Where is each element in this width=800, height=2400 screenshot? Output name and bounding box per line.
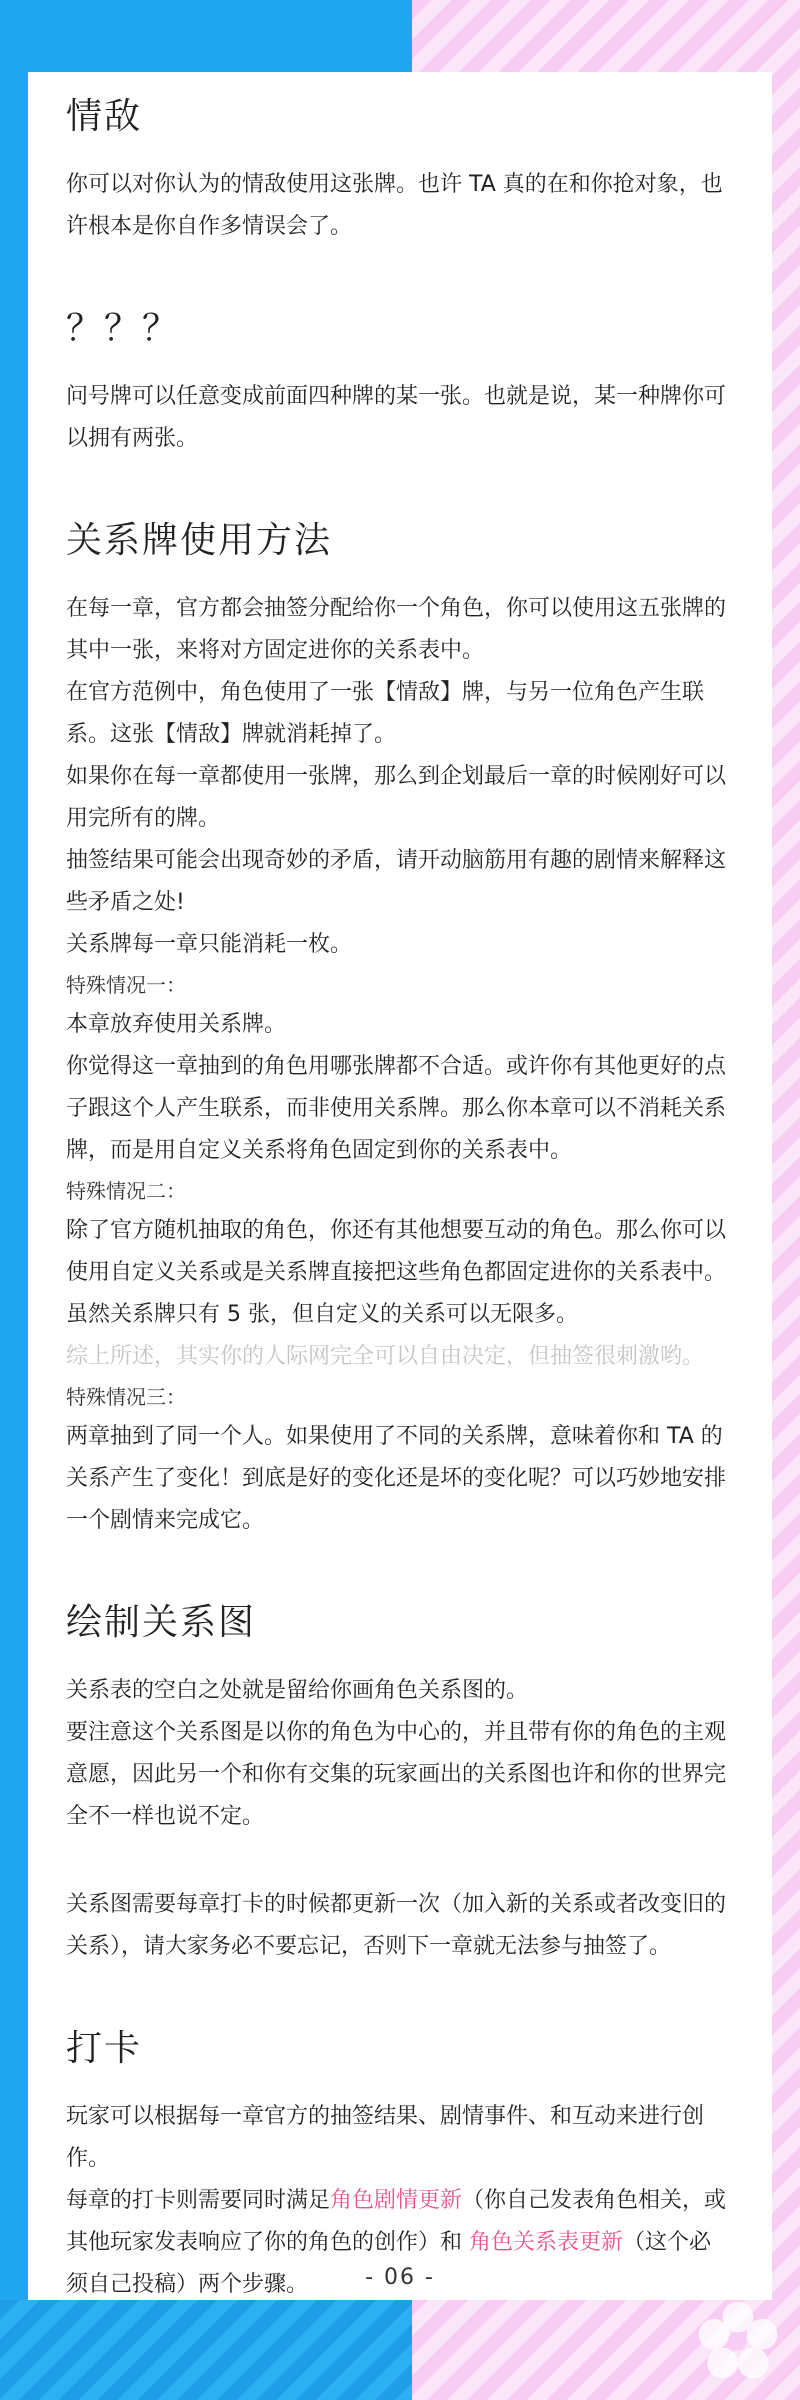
background-left-bottom-stripes	[0, 2300, 412, 2400]
section-paragraph: 玩家可以根据每一章官方的抽签结果、剧情事件、和互动来进行创作。	[66, 2104, 705, 2171]
flower-decoration-icon	[690, 2294, 786, 2390]
usage-line: 在官方范例中，角色使用了一张【情敌】牌，与另一位角色产生联系。这张【情敌】牌就消耗掉了。	[66, 680, 705, 747]
special-case-label: 特殊情况二：	[66, 1179, 186, 1203]
special-case-label: 特殊情况一：	[66, 973, 186, 997]
requirement-text: 每章的打卡则需要同时满足	[66, 2188, 331, 2213]
usage-line: 除了官方随机抽取的角色，你还有其他想要互动的角色。那么你可以使用自定义关系或是关系牌直接把这些角色都固定进你的关系表中。	[66, 1218, 727, 1285]
section-relationship-map	[66, 1598, 732, 1968]
section-paragraph: 问号牌可以任意变成前面四种牌的某一张。也就是说，某一种牌你可以拥有两张。	[66, 384, 727, 451]
usage-line: 如果你在每一章都使用一张牌，那么到企划最后一章的时候刚好可以用完所有的牌。	[66, 764, 727, 831]
section-paragraph: 你可以对你认为的情敌使用这张牌。也许 TA 真的在和你抢对象，也许根本是你自作多情误会了。	[66, 172, 723, 239]
usage-line: 关系牌每一章只能消耗一枚。	[66, 932, 353, 957]
section-paragraph: 要注意这个关系图是以你的角色为中心的，并且带有你的角色的主观意愿，因此另一个和你有交集的玩家画出的关系图也许和你的世界完全不一样也说不定。	[66, 1720, 727, 1829]
highlight-character-story-update: 角色剧情更新	[330, 2188, 463, 2213]
section-heading: 打卡	[66, 2028, 143, 2069]
section-paragraph: 关系表的空白之处就是留给你画角色关系图的。	[66, 1678, 529, 1703]
usage-line: 本章放弃使用关系牌。	[66, 1012, 287, 1037]
section-heading: 情敌	[66, 96, 143, 137]
section-heading: ？？？	[66, 308, 181, 349]
usage-line: 两章抽到了同一个人。如果使用了不同的关系牌，意味着你和 TA 的关系产生了变化！到底是好的变化还是坏的变化呢？可以巧妙地安排一个剧情来完成它。	[66, 1424, 727, 1533]
usage-line: 虽然关系牌只有 5 张，但自定义的关系可以无限多。	[66, 1302, 578, 1327]
page-number: - 06 -	[365, 2265, 435, 2290]
usage-line-muted: 综上所述，其实你的人际网完全可以自由决定，但抽签很刺激哟。	[66, 1344, 705, 1369]
section-check-in	[66, 2024, 732, 2306]
section-heading: 关系牌使用方法	[66, 520, 333, 561]
section-card-usage	[66, 516, 732, 1542]
section-paragraph: 关系图需要每章打卡的时候都更新一次（加入新的关系或者改变旧的关系），请大家务必不要忘记，否则下一章就无法参与抽签了。	[66, 1892, 727, 1959]
requirement-text: （这个必须自己投稿）两个步骤。	[66, 2230, 712, 2297]
highlight-relationship-table-update: 角色关系表更新	[469, 2230, 624, 2255]
usage-line: 抽签结果可能会出现奇妙的矛盾，请开动脑筋用有趣的剧情来解释这些矛盾之处!	[66, 848, 727, 915]
usage-line: 你觉得这一章抽到的角色用哪张牌都不合适。或许你有其他更好的点子跟这个人产生联系，而非使用关系牌。那么你本章可以不消耗关系牌，而是用自定义关系将角色固定到你的关系表中。	[66, 1054, 727, 1163]
section-question-card	[66, 304, 732, 460]
content-card	[28, 72, 772, 2300]
section-rival	[66, 92, 732, 248]
special-case-label: 特殊情况三：	[66, 1385, 186, 1409]
requirement-text: （你自己发表角色相关，或其他玩家发表响应了你的角色的创作）和	[66, 2188, 727, 2255]
section-heading: 绘制关系图	[66, 1602, 257, 1643]
usage-line: 在每一章，官方都会抽签分配给你一个角色，你可以使用这五张牌的其中一张，来将对方固定进你的关系表中。	[66, 596, 727, 663]
